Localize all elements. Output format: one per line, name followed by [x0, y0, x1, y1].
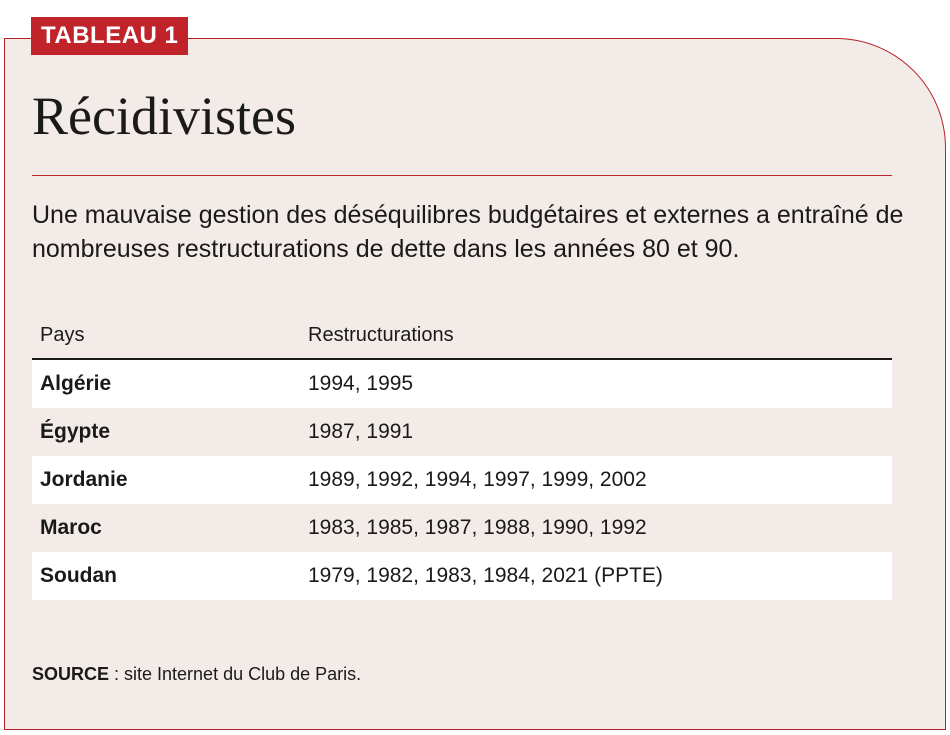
- table-row: [32, 360, 892, 408]
- header-restructurings: Restructurations: [308, 323, 454, 346]
- header-country: Pays: [40, 323, 85, 346]
- cell-country: Jordanie: [40, 468, 128, 491]
- source-note: [32, 664, 361, 685]
- subtitle: Une mauvaise gestion des déséquilibres budgétaires et externes a entraîné de nombreuses restructurations de dette dans les années 80 et 90.: [32, 201, 904, 263]
- restructurings-table: [32, 312, 892, 600]
- cell-years: 1994, 1995: [308, 372, 414, 395]
- table-row: [32, 552, 892, 600]
- cell-years: 1983, 1985, 1987, 1988, 1990, 1992: [308, 516, 647, 539]
- table-row: [32, 456, 892, 504]
- cell-country: Maroc: [40, 516, 102, 539]
- table-header-row: [32, 312, 892, 360]
- cell-years: 1987, 1991: [308, 420, 414, 443]
- table-number-tag: TABLEAU 1: [31, 17, 188, 55]
- table-row: [32, 504, 892, 552]
- source-label: SOURCE: [32, 664, 110, 684]
- cell-country: Égypte: [40, 420, 111, 443]
- cell-years: 1989, 1992, 1994, 1997, 1999, 2002: [308, 468, 647, 491]
- cell-country: Algérie: [40, 372, 112, 395]
- cell-country: Soudan: [40, 564, 117, 587]
- cell-years: 1979, 1982, 1983, 1984, 2021 (PPTE): [308, 564, 663, 587]
- source-text: : site Internet du Club de Paris.: [109, 664, 362, 684]
- table-row: [32, 408, 892, 456]
- page-title: Récidivistes: [32, 86, 296, 146]
- title-divider: [32, 175, 892, 176]
